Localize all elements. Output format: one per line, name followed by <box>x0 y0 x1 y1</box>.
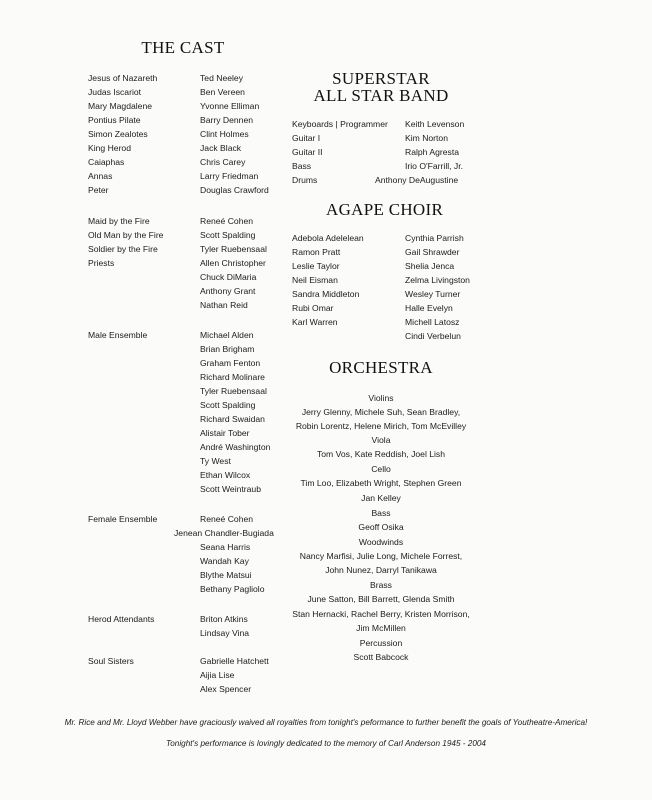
orchestra-section: Viola <box>371 435 391 445</box>
cast-role: Old Man by the Fire <box>88 230 164 240</box>
cast-actor: Barry Dennen <box>200 115 254 125</box>
choir-member: Karl Warren <box>292 317 338 327</box>
orchestra-players: Jerry Glenny, Michele Suh, Sean Bradley, <box>301 407 461 417</box>
cast-role: Soul Sisters <box>88 656 134 666</box>
choir-member: Gail Shrawder <box>405 247 460 257</box>
cast-role: Peter <box>88 185 109 195</box>
cast-actor: Richard Swaidan <box>200 414 265 424</box>
band-role: Keyboards | Programmer <box>292 119 388 129</box>
orchestra-players: Tom Vos, Kate Reddish, Joel Lish <box>316 449 446 459</box>
cast-actor: Reneé Cohen <box>200 514 254 524</box>
band-role: Guitar II <box>292 147 323 157</box>
choir-member: Halle Evelyn <box>405 303 453 313</box>
cast-actor: Ty West <box>200 456 231 466</box>
cast-actor: Ted Neeley <box>200 73 243 83</box>
cast-role: King Herod <box>88 143 131 153</box>
cast-actor: Michael Alden <box>200 330 254 340</box>
cast-role: Female Ensemble <box>88 514 158 524</box>
cast-actor: Seana Harris <box>200 542 251 552</box>
orchestra-players: Nancy Marfisi, Julie Long, Michele Forrest, <box>299 551 463 561</box>
band-member: Irio O'Farrill, Jr. <box>405 161 463 171</box>
cast-actor: Brian Brigham <box>200 344 255 354</box>
choir-member: Wesley Turner <box>405 289 461 299</box>
choir-member: Ramon Pratt <box>292 247 341 257</box>
cast-actor: Larry Friedman <box>200 171 259 181</box>
cast-actor: André Washington <box>200 442 271 452</box>
cast-actor: Reneé Cohen <box>200 216 254 226</box>
cast-actor: Gabrielle Hatchett <box>200 656 269 666</box>
choir-member: Zelma Livingston <box>405 275 470 285</box>
cast-actor: Ben Vereen <box>200 87 245 97</box>
cast-actor: Nathan Reid <box>200 300 248 310</box>
band-role: Bass <box>292 161 312 171</box>
cast-actor: Ethan Wilcox <box>200 470 251 480</box>
orchestra-players: Tim Loo, Elizabeth Wright, Stephen Green <box>300 478 462 488</box>
dedication-note: Tonight's performance is lovingly dedicated to the memory of Carl Anderson 1945 - 2004 <box>166 739 486 748</box>
cast-actor: Tyler Ruebensaal <box>200 244 267 254</box>
orchestra-section: Violins <box>368 393 394 403</box>
cast-actor: Scott Spalding <box>200 230 256 240</box>
cast-actor: Anthony Grant <box>200 286 256 296</box>
band-role: Guitar I <box>292 133 321 143</box>
band-member: Kim Norton <box>405 133 448 143</box>
orchestra-title: ORCHESTRA <box>329 358 433 377</box>
cast-actor: Alex Spencer <box>200 684 252 694</box>
cast-actor: Allen Christopher <box>200 258 266 268</box>
choir-member: Rubi Omar <box>292 303 334 313</box>
choir-member: Shelia Jenca <box>405 261 455 271</box>
cast-actor: Douglas Crawford <box>200 185 269 195</box>
cast-actor: Blythe Matsui <box>200 570 252 580</box>
choir-title: AGAPE CHOIR <box>326 200 444 219</box>
cast-title: THE CAST <box>141 38 225 57</box>
cast-actor: Scott Spalding <box>200 400 256 410</box>
cast-role: Pontius Pilate <box>88 115 141 125</box>
cast-actor: Tyler Ruebensaal <box>200 386 267 396</box>
band-member: Keith Levenson <box>405 119 465 129</box>
cast-actor: Bethany Pagliolo <box>200 584 265 594</box>
cast-actor: Yvonne Elliman <box>200 101 260 111</box>
cast-role: Caiaphas <box>88 157 125 167</box>
orchestra-players: Robin Lorentz, Helene Mirich, Tom McEvilley <box>295 421 467 431</box>
cast-actor: Graham Fenton <box>200 358 261 368</box>
cast-actor: Lindsay Vina <box>200 628 250 638</box>
cast-role: Maid by the Fire <box>88 216 150 226</box>
choir-member: Cindi Verbelun <box>405 331 461 341</box>
band-title-line1: SUPERSTAR <box>332 69 430 88</box>
band-member: Anthony DeAugustine <box>375 175 459 185</box>
band-role: Drums <box>292 175 318 185</box>
cast-actor: Alistair Tober <box>200 428 250 438</box>
choir-member: Neil Eisman <box>292 275 338 285</box>
orchestra-players: Stan Hernacki, Rachel Berry, Kristen Morrison, <box>292 609 470 619</box>
orchestra-section: Cello <box>371 464 391 474</box>
orchestra-players: Jan Kelley <box>361 493 401 503</box>
choir-member: Michell Latosz <box>405 317 460 327</box>
cast-actor: Briton Atkins <box>200 614 248 624</box>
band-member: Ralph Agresta <box>405 147 459 157</box>
cast-actor: Clint Holmes <box>200 129 249 139</box>
cast-actor: Jack Black <box>200 143 242 153</box>
cast-actor: Aijia Lise <box>200 670 235 680</box>
orchestra-section: Woodwinds <box>358 537 404 547</box>
orchestra-section: Bass <box>371 508 391 518</box>
orchestra-section: Brass <box>370 580 392 590</box>
cast-role: Mary Magdalene <box>88 101 153 111</box>
orchestra-players: Geoff Osika <box>358 522 404 532</box>
orchestra-players: Jim McMillen <box>356 623 406 633</box>
orchestra-section: Percussion <box>359 638 403 648</box>
cast-role: Priests <box>88 258 115 268</box>
cast-role: Simon Zealotes <box>88 129 148 139</box>
cast-actor: Chris Carey <box>200 157 246 167</box>
cast-role: Jesus of Nazareth <box>88 73 158 83</box>
cast-role: Male Ensemble <box>88 330 148 340</box>
cast-actor: Scott Weintraub <box>200 484 261 494</box>
cast-role: Soldier by the Fire <box>88 244 158 254</box>
cast-actor: Wandah Kay <box>200 556 249 566</box>
orchestra-players: John Nunez, Darryl Tanikawa <box>325 565 437 575</box>
cast-role: Judas Iscariot <box>88 87 142 97</box>
band-title-line2: ALL STAR BAND <box>313 86 449 105</box>
cast-role: Annas <box>88 171 113 181</box>
choir-member: Adebola Adelelean <box>292 233 364 243</box>
choir-member: Sandra Middleton <box>292 289 360 299</box>
royalties-note: Mr. Rice and Mr. Lloyd Webber have graciously waived all royalties from tonight's peformance to further benefit the goals of Youtheatre-America! <box>64 718 588 727</box>
choir-member: Cynthia Parrish <box>405 233 464 243</box>
orchestra-players: June Satton, Bill Barrett, Glenda Smith <box>307 594 455 604</box>
cast-actor: Jenean Chandler-Bugiada <box>174 528 274 538</box>
cast-actor: Chuck DiMaria <box>200 272 257 282</box>
orchestra-players: Scott Babcock <box>353 652 409 662</box>
choir-member: Leslie Taylor <box>292 261 340 271</box>
cast-actor: Richard Molinare <box>200 372 265 382</box>
cast-role: Herod Attendants <box>88 614 155 624</box>
